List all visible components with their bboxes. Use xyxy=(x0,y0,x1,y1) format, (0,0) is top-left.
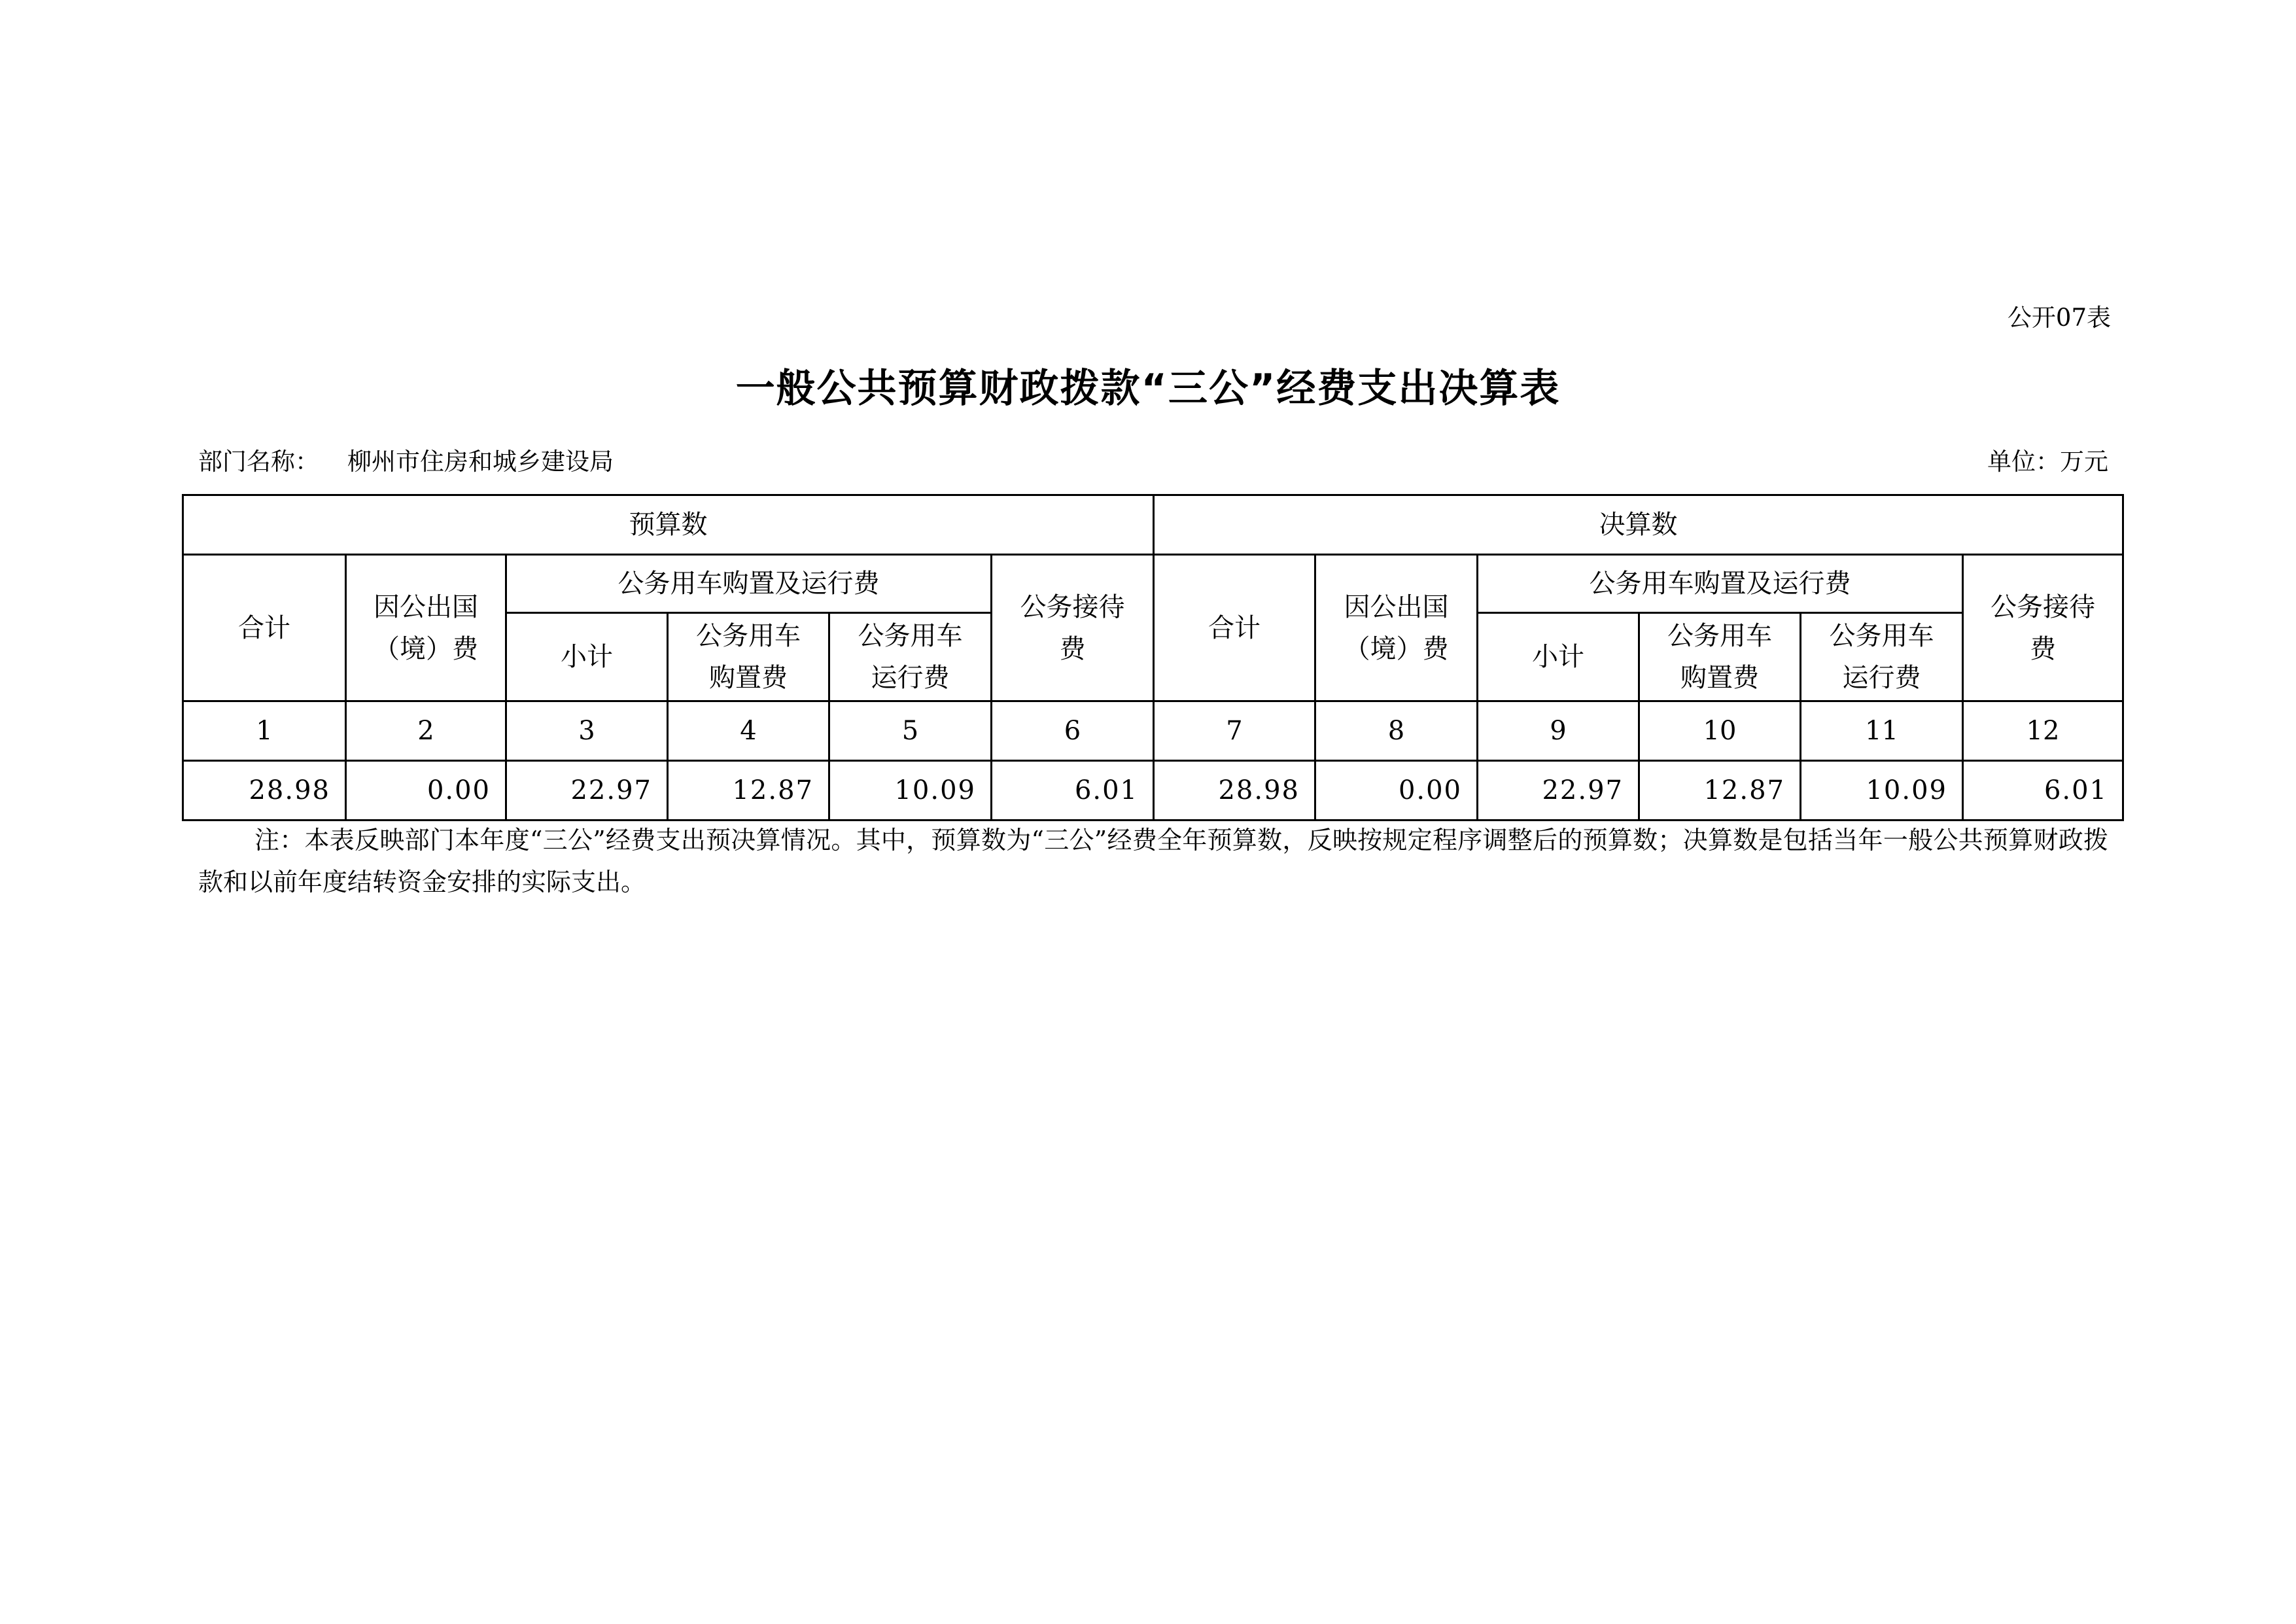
final-overseas-line1: 因公出国 xyxy=(1344,591,1449,622)
budget-overseas-value: 0.00 xyxy=(346,761,506,821)
final-vehicle-purchase-header xyxy=(1639,613,1801,701)
budget-reception-line2: 费 xyxy=(1059,633,1086,664)
column-index-cell: 3 xyxy=(506,701,668,761)
final-vehicle-group-header: 公务用车购置及运行费 xyxy=(1478,555,1963,613)
column-index-cell: 2 xyxy=(346,701,506,761)
budget-vehicle-purchase-line1: 公务用车 xyxy=(696,621,801,651)
page-title: 一般公共预算财政拨款“三公”经费支出决算表 xyxy=(735,366,1561,412)
budget-vehicle-purchase-value: 12.87 xyxy=(668,761,829,821)
budget-vehicle-purchase-line2: 购置费 xyxy=(709,663,788,693)
column-index-cell: 9 xyxy=(1478,701,1639,761)
final-vehicle-purchase-line2: 购置费 xyxy=(1680,663,1759,693)
budget-vehicle-subtotal-value: 22.97 xyxy=(506,761,668,821)
meta-row xyxy=(198,446,2108,478)
final-reception-line2: 费 xyxy=(2030,633,2056,664)
budget-total-value: 28.98 xyxy=(183,761,346,821)
column-index-cell: 11 xyxy=(1801,701,1963,761)
final-reception-value: 6.01 xyxy=(1963,761,2123,821)
budget-reception-value: 6.01 xyxy=(992,761,1154,821)
unit-label: 单位：万元 xyxy=(1987,448,2108,476)
budget-reception-line1: 公务接待 xyxy=(1020,591,1125,622)
column-index-cell: 7 xyxy=(1154,701,1315,761)
column-index-cell: 6 xyxy=(992,701,1154,761)
column-index-row xyxy=(183,701,2123,761)
budget-vehicle-subtotal-header: 小计 xyxy=(506,613,668,701)
budget-vehicle-operation-line2: 运行费 xyxy=(871,663,950,693)
column-index-cell: 1 xyxy=(183,701,346,761)
budget-reception-header xyxy=(992,555,1154,701)
final-total-value: 28.98 xyxy=(1154,761,1315,821)
final-total-header: 合计 xyxy=(1154,555,1315,701)
department-value: 柳州市住房和城乡建设局 xyxy=(347,448,614,476)
final-reception-header xyxy=(1963,555,2123,701)
column-header-row xyxy=(183,555,2123,613)
department-label: 部门名称： xyxy=(198,448,319,476)
column-index-cell: 12 xyxy=(1963,701,2123,761)
final-vehicle-subtotal-header: 小计 xyxy=(1478,613,1639,701)
budget-overseas-header xyxy=(346,555,506,701)
column-index-cell: 5 xyxy=(829,701,992,761)
final-group-header: 决算数 xyxy=(1154,495,2123,555)
final-overseas-line2: （境）费 xyxy=(1344,633,1449,664)
final-vehicle-operation-header xyxy=(1801,613,1963,701)
column-index-cell: 4 xyxy=(668,701,829,761)
budget-vehicle-group-header: 公务用车购置及运行费 xyxy=(506,555,992,613)
footnote-text: 注：本表反映部门本年度“三公”经费支出预决算情况。其中，预算数为“三公”经费全年预算数，反映按规定程序调整后的预算数；决算数是包括当年一般公共预算财政拨款和以前年度结转资金安排的实际支出。 xyxy=(198,826,2108,896)
final-vehicle-purchase-line1: 公务用车 xyxy=(1667,621,1772,651)
budget-vehicle-operation-header xyxy=(829,613,992,701)
footnote xyxy=(198,819,2108,903)
final-vehicle-purchase-value: 12.87 xyxy=(1639,761,1801,821)
final-overseas-value: 0.00 xyxy=(1315,761,1478,821)
budget-total-header: 合计 xyxy=(183,555,346,701)
form-code: 公开07表 xyxy=(2007,304,2111,332)
expenditure-table xyxy=(182,494,2124,821)
final-vehicle-operation-value: 10.09 xyxy=(1801,761,1963,821)
table-row xyxy=(183,761,2123,821)
budget-vehicle-operation-line1: 公务用车 xyxy=(858,621,963,651)
budget-group-header: 预算数 xyxy=(183,495,1154,555)
final-reception-line1: 公务接待 xyxy=(1991,591,2095,622)
final-vehicle-operation-line2: 运行费 xyxy=(1842,663,1921,693)
budget-overseas-line1: 因公出国 xyxy=(374,591,478,622)
budget-overseas-line2: （境）费 xyxy=(374,633,478,664)
column-index-cell: 8 xyxy=(1315,701,1478,761)
column-index-cell: 10 xyxy=(1639,701,1801,761)
final-vehicle-operation-line1: 公务用车 xyxy=(1829,621,1934,651)
final-overseas-header xyxy=(1315,555,1478,701)
budget-vehicle-purchase-header xyxy=(668,613,829,701)
budget-vehicle-operation-value: 10.09 xyxy=(829,761,992,821)
group-header-row xyxy=(183,495,2123,555)
final-vehicle-subtotal-value: 22.97 xyxy=(1478,761,1639,821)
